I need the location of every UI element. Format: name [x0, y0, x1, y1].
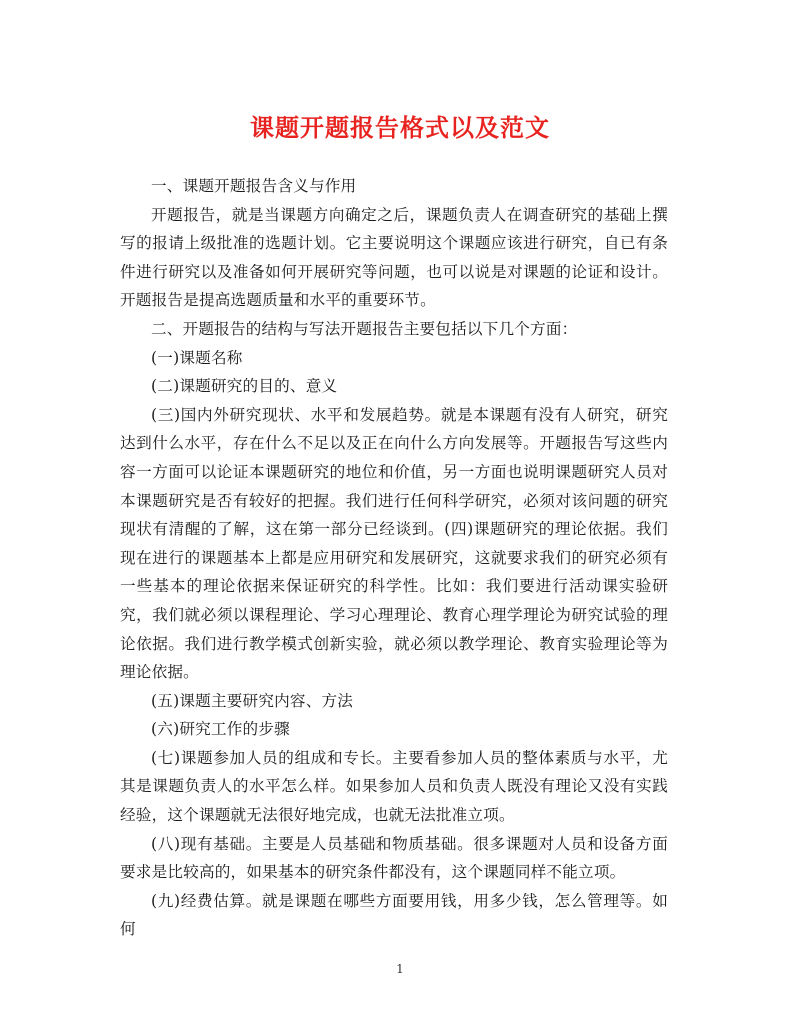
paragraph: (八)现有基础。主要是人员基础和物质基础。很多课题对人员和设备方面要求是比较高的，如果基本的研究条件都没有，这个课题同样不能立项。 [120, 834, 668, 882]
paragraph: (五)课题主要研究内容、方法 [151, 691, 354, 710]
page-number: 1 [396, 962, 404, 976]
document-title: 课题开题报告格式以及范文 [250, 113, 550, 142]
paragraph: 开题报告，就是当课题方向确定之后，课题负责人在调查研究的基础上撰写的报请上级批准的选题计划。它主要说明这个课题应该进行研究，自已有条件进行研究以及准备如何开展研究等问题，也可以说是对课题的论证和设计。开题报告是提高选题质量和水平的重要环节。 [120, 205, 668, 310]
paragraph: (三)国内外研究现状、水平和发展趋势。就是本课题有没有人研究，研究达到什么水平，存在什么不足以及正在向什么方向发展等。开题报告写这些内容一方面可以论证本课题研究的地位和价值，另一方面也说明课题研究人员对本课题研究是否有较好的把握。我们进行任何科学研究，必须对该问题的研究现状有清醒的了解，这在第一部分已经谈到。(四)课题研究的理论依据。我们现在进行的课题基本上都是应用研究和发展研究，这就要求我们的研究必须有一些基本的理论依据来保证研究的科学性。比如：我们要进行活动课实验研究，我们就必须以课程理论、学习心理理论、教育心理学理论为研究试验的理论依据。我们进行教学模式创新实验，就必须以教学理论、教育实验理论等为理论依据。 [120, 405, 668, 682]
paragraph: (七)课题参加人员的组成和专长。主要看参加人员的整体素质与水平，尤其是课题负责人的水平怎么样。如果参加人员和负责人既没有理论又没有实践经验，这个课题就无法很好地完成，也就无法批准立项。 [120, 748, 668, 825]
paragraph: (九)经费估算。就是课题在哪些方面要用钱，用多少钱，怎么管理等。如何 [120, 891, 668, 939]
paragraph: (六)研究工作的步骤 [151, 720, 290, 739]
paragraph: (二)课题研究的目的、意义 [151, 377, 338, 396]
paragraph: 二、开题报告的结构与写法开题报告主要包括以下几个方面： [151, 319, 578, 338]
paragraph: 一、课题开题报告含义与作用 [151, 177, 357, 195]
paragraph: (一)课题名称 [151, 348, 243, 367]
document-body [120, 172, 668, 944]
